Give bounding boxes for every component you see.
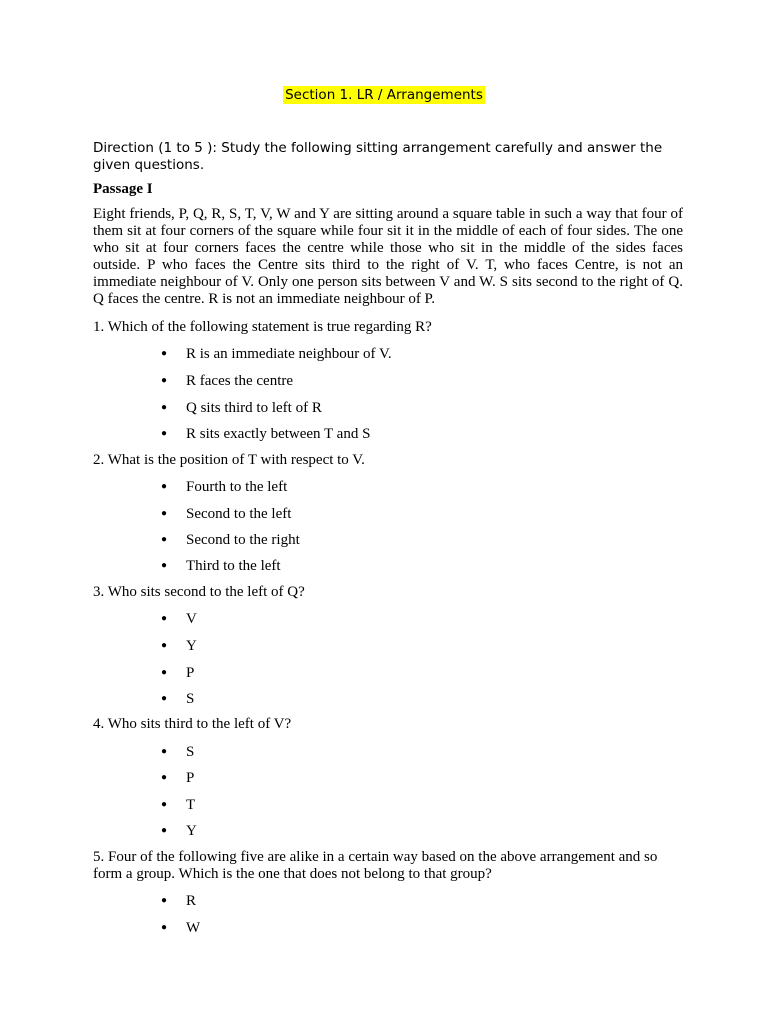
option-text: Q sits third to left of R — [186, 400, 322, 416]
question-1-option-2 — [161, 372, 293, 390]
question-3: 3. Who sits second to the left of Q? — [93, 584, 305, 600]
question-1-option-1 — [161, 345, 392, 363]
question-2-option-4 — [161, 557, 281, 575]
section-heading-row — [0, 86, 768, 104]
bullet-icon: ● — [161, 508, 168, 519]
bullet-icon: ● — [161, 640, 168, 651]
question-5: 5. Four of the following five are alike in a certain way based on the above arrangement and so form a group. Which is the one that does not belong to that group? — [93, 849, 658, 882]
section-heading: Section 1. LR / Arrangements — [285, 87, 483, 103]
option-text: Y — [186, 823, 197, 839]
question-3-option-3 — [161, 664, 194, 682]
bullet-icon: ● — [161, 772, 168, 783]
bullet-icon: ● — [161, 375, 168, 386]
option-text: S — [186, 691, 195, 707]
bullet-icon: ● — [161, 799, 168, 810]
bullet-icon: ● — [161, 693, 168, 704]
bullet-icon: ● — [161, 428, 168, 439]
option-text: S — [186, 744, 195, 760]
option-text: Y — [186, 638, 197, 654]
bullet-icon: ● — [161, 613, 168, 624]
passage-text: Eight friends, P, Q, R, S, T, V, W and Y are sitting around a square table in such a way that four of them sit at four corners of the square while four sit it in the middle of each of four sides. The one who sit at four corners faces the centre while those who sit in the middle of the sides faces outside. P who faces the Centre sits third to the right of V. T, who faces Centre, is not an immediate neighbour of V. Only one person sits between V and W. S sits second to the right of Q. Q faces the centre. R is not an immediate neighbour of P. — [93, 206, 683, 307]
question-1-option-4 — [161, 425, 370, 443]
bullet-icon: ● — [161, 895, 168, 906]
question-4-option-3 — [161, 796, 195, 814]
passage-title: Passage I — [93, 181, 153, 197]
question-4-option-2 — [161, 769, 194, 787]
option-text: Second to the right — [186, 532, 300, 548]
bullet-icon: ● — [161, 481, 168, 492]
direction-text: Direction (1 to 5 ): Study the following sitting arrangement carefully and answer the given questions. — [93, 140, 663, 173]
option-text: V — [186, 611, 197, 627]
question-5-option-2 — [161, 919, 200, 937]
option-text: W — [186, 920, 201, 936]
option-text: T — [186, 797, 196, 813]
question-4-option-4 — [161, 822, 197, 840]
question-1-option-3 — [161, 399, 322, 417]
bullet-icon: ● — [161, 667, 168, 678]
question-5-option-1 — [161, 892, 196, 910]
option-text: R — [186, 893, 197, 909]
option-text: P — [186, 770, 195, 786]
bullet-icon: ● — [161, 348, 168, 359]
question-3-option-4 — [161, 690, 194, 708]
option-text: Fourth to the left — [186, 479, 288, 495]
option-text: Second to the left — [186, 506, 292, 522]
bullet-icon: ● — [161, 534, 168, 545]
bullet-icon: ● — [161, 402, 168, 413]
option-text: Third to the left — [186, 558, 281, 574]
question-2-option-1 — [161, 478, 287, 496]
option-text: P — [186, 665, 195, 681]
bullet-icon: ● — [161, 746, 168, 757]
option-text: R is an immediate neighbour of V. — [186, 346, 392, 362]
bullet-icon: ● — [161, 560, 168, 571]
question-4-option-1 — [161, 743, 194, 761]
bullet-icon: ● — [161, 922, 168, 933]
option-text: R faces the centre — [186, 373, 294, 389]
option-text: R sits exactly between T and S — [186, 426, 371, 442]
question-4: 4. Who sits third to the left of V? — [93, 716, 292, 732]
question-2-option-3 — [161, 531, 300, 549]
question-2-option-2 — [161, 505, 291, 523]
question-1: 1. Which of the following statement is true regarding R? — [93, 319, 432, 335]
question-3-option-1 — [161, 610, 197, 628]
bullet-icon: ● — [161, 825, 168, 836]
question-3-option-2 — [161, 637, 197, 655]
question-2: 2. What is the position of T with respect to V. — [93, 452, 365, 468]
